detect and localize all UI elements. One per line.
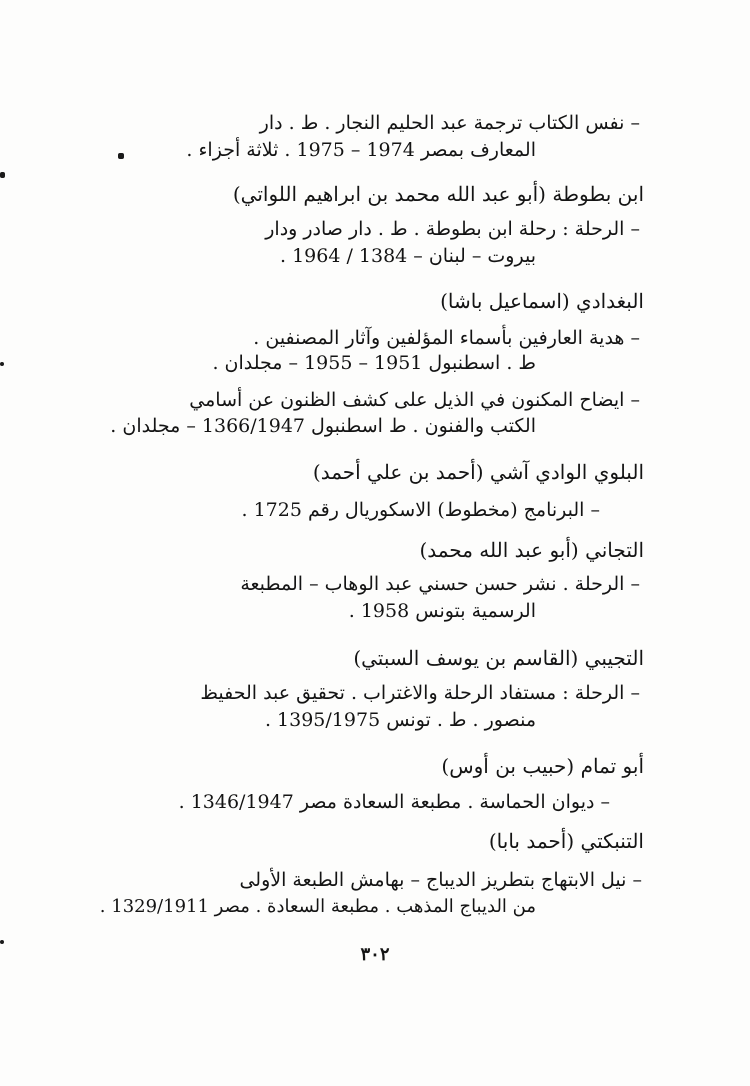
entry-tujibi-item-1-line-1: – الرحلة : مستفاد الرحلة والاغتراب . تحقيق عبد الحفيظ — [200, 682, 640, 704]
entry-heading-ibn-battuta: ابن بطوطة (أبو عبد الله محمد بن ابراهيم اللواتي) — [232, 182, 644, 206]
entry-heading-tinbukti: التنبكتي (أحمد بابا) — [488, 829, 644, 853]
entry-ibn-battuta-item-1-line-1: – الرحلة : رحلة ابن بطوطة . ط . دار صادر ودار — [265, 218, 640, 240]
entry-tijani-item-1-line-2: الرسمية بتونس 1958 . — [348, 600, 536, 622]
entry-tujibi-item-1-line-2: منصور . ط . تونس 1395/1975 . — [264, 709, 536, 731]
scan-mark-bullet — [118, 153, 124, 159]
entry-baghdadi-item-2-line-1: – ايضاح المكنون في الذيل على كشف الظنون عن أسامي — [189, 389, 640, 411]
entry-heading-balawi: البلوي الوادي آشي (أحمد بن علي أحمد) — [312, 460, 644, 484]
entry-tinbukti-item-1-line-1: – نيل الابتهاج بتطريز الديباج – بهامش الطبعة الأولى — [239, 869, 642, 891]
scan-mark-lower — [0, 940, 4, 944]
entry-heading-abu-tammam: أبو تمام (حبيب بن أوس) — [441, 754, 644, 778]
entry-prev-line-1: – نفس الكتاب ترجمة عبد الحليم النجار . ط . دار — [259, 112, 640, 134]
entry-heading-baghdadi: البغدادي (اسماعيل باشا) — [440, 289, 644, 313]
entry-heading-tijani: التجاني (أبو عبد الله محمد) — [419, 538, 644, 562]
entry-baghdadi-item-1-line-1: – هدية العارفين بأسماء المؤلفين وآثار المصنفين . — [253, 327, 640, 349]
entry-balawi-item-1-line-1: – البرنامج (مخطوط) الاسكوريال رقم 1725 . — [241, 499, 600, 521]
page-number: ٣٠٢ — [360, 944, 390, 965]
entry-ibn-battuta-item-1-line-2: بيروت – لبنان – 1384 / 1964 . — [279, 245, 536, 267]
entry-tijani-item-1-line-1: – الرحلة . نشر حسن حسني عبد الوهاب – المطبعة — [240, 573, 640, 595]
entry-baghdadi-item-1-line-2: ط . اسطنبول 1951 – 1955 – مجلدان . — [212, 352, 536, 374]
entry-heading-tujibi: التجيبي (القاسم بن يوسف السبتي) — [353, 646, 644, 670]
entry-abu-tammam-item-1-line-1: – ديوان الحماسة . مطبعة السعادة مصر 1346/1947 . — [178, 791, 610, 813]
scan-mark-top — [0, 172, 5, 178]
scan-mark-middle — [0, 362, 4, 366]
entry-prev-line-2: المعارف بمصر 1974 – 1975 . ثلاثة أجزاء . — [186, 139, 536, 161]
entry-baghdadi-item-2-line-2: الكتب والفنون . ط اسطنبول 1366/1947 – مجلدان . — [110, 415, 536, 437]
entry-tinbukti-item-1-line-2: من الديباج المذهب . مطبعة السعادة . مصر 1329/1911 . — [99, 896, 536, 917]
